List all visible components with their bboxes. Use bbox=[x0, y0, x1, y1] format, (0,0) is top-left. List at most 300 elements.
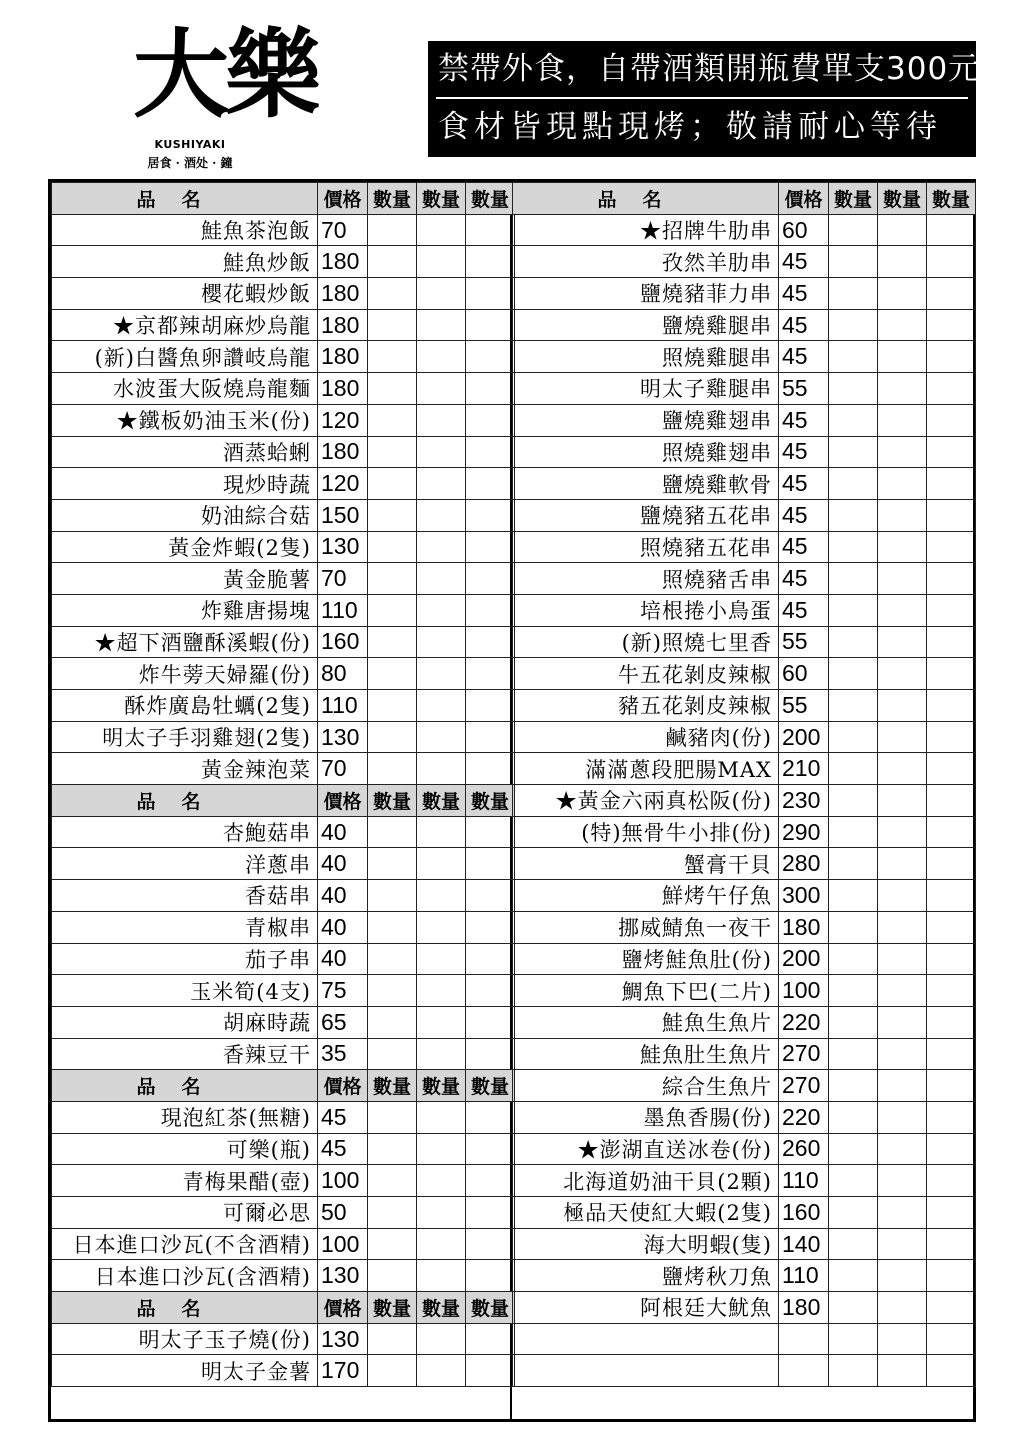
quantity-cell[interactable] bbox=[368, 1228, 417, 1260]
quantity-cell[interactable] bbox=[878, 1006, 927, 1038]
quantity-cell[interactable] bbox=[878, 531, 927, 563]
menu-item-name: 海大明蝦(隻) bbox=[513, 1228, 779, 1260]
menu-section-header bbox=[52, 183, 515, 215]
menu-item-name: ★黃金六兩真松阪(份) bbox=[513, 785, 779, 817]
quantity-cell[interactable] bbox=[417, 1228, 466, 1260]
quantity-cell[interactable] bbox=[829, 1165, 878, 1197]
quantity-cell[interactable] bbox=[368, 911, 417, 943]
quantity-cell[interactable] bbox=[417, 214, 466, 246]
quantity-cell[interactable] bbox=[829, 975, 878, 1007]
quantity-cell[interactable] bbox=[466, 1165, 515, 1197]
quantity-cell[interactable] bbox=[466, 499, 515, 531]
quantity-cell[interactable] bbox=[368, 626, 417, 658]
menu-item-name: ★澎湖直送冰卷(份) bbox=[513, 1133, 779, 1165]
quantity-cell[interactable] bbox=[368, 1006, 417, 1038]
quantity-cell[interactable] bbox=[368, 1260, 417, 1292]
menu-item-row bbox=[513, 531, 976, 563]
quantity-cell[interactable] bbox=[417, 1038, 466, 1070]
quantity-cell[interactable] bbox=[878, 658, 927, 690]
quantity-cell[interactable] bbox=[927, 848, 976, 880]
menu-item-name: ★京都辣胡麻炒烏龍 bbox=[52, 309, 318, 341]
quantity-cell[interactable] bbox=[829, 373, 878, 405]
quantity-cell[interactable] bbox=[829, 436, 878, 468]
menu-item-row bbox=[513, 1038, 976, 1070]
menu-item-name: 鹽燒雞翅串 bbox=[513, 404, 779, 436]
quantity-cell[interactable] bbox=[829, 341, 878, 373]
menu-item-row bbox=[52, 1101, 515, 1133]
quantity-cell[interactable] bbox=[466, 911, 515, 943]
column-header-qty: 數量 bbox=[368, 183, 417, 215]
quantity-cell[interactable] bbox=[417, 246, 466, 278]
quantity-cell[interactable] bbox=[417, 943, 466, 975]
quantity-cell[interactable] bbox=[417, 1101, 466, 1133]
quantity-cell[interactable] bbox=[368, 658, 417, 690]
logo bbox=[100, 20, 350, 170]
quantity-cell[interactable] bbox=[927, 1260, 976, 1292]
quantity-cell[interactable] bbox=[368, 1133, 417, 1165]
menu-item-name: 照燒雞腿串 bbox=[513, 341, 779, 373]
quantity-cell[interactable] bbox=[466, 531, 515, 563]
quantity-cell[interactable] bbox=[829, 911, 878, 943]
quantity-cell[interactable] bbox=[829, 1101, 878, 1133]
quantity-cell[interactable] bbox=[878, 373, 927, 405]
quantity-cell[interactable] bbox=[417, 816, 466, 848]
quantity-cell[interactable] bbox=[417, 1197, 466, 1229]
quantity-cell[interactable] bbox=[466, 816, 515, 848]
quantity-cell[interactable] bbox=[466, 594, 515, 626]
quantity-cell[interactable] bbox=[927, 309, 976, 341]
menu-item-name: 香菇串 bbox=[52, 880, 318, 912]
quantity-cell[interactable] bbox=[466, 753, 515, 785]
quantity-cell[interactable] bbox=[878, 690, 927, 722]
quantity-cell[interactable] bbox=[466, 1260, 515, 1292]
menu-item-row bbox=[52, 1323, 515, 1355]
menu-item-row bbox=[513, 341, 976, 373]
quantity-cell[interactable] bbox=[466, 690, 515, 722]
quantity-cell[interactable] bbox=[466, 563, 515, 595]
quantity-cell[interactable] bbox=[417, 1323, 466, 1355]
quantity-cell[interactable] bbox=[829, 1133, 878, 1165]
quantity-cell[interactable] bbox=[829, 531, 878, 563]
quantity-cell[interactable] bbox=[417, 721, 466, 753]
quantity-cell[interactable] bbox=[466, 1355, 515, 1387]
quantity-cell[interactable] bbox=[417, 1006, 466, 1038]
quantity-cell[interactable] bbox=[368, 278, 417, 310]
menu-item-name: 水波蛋大阪燒烏龍麵 bbox=[52, 373, 318, 405]
quantity-cell[interactable] bbox=[466, 1006, 515, 1038]
menu-item-row bbox=[52, 1038, 515, 1070]
quantity-cell[interactable] bbox=[878, 1292, 927, 1324]
quantity-cell[interactable] bbox=[417, 658, 466, 690]
quantity-cell[interactable] bbox=[368, 1355, 417, 1387]
quantity-cell[interactable] bbox=[878, 404, 927, 436]
quantity-cell[interactable] bbox=[878, 816, 927, 848]
quantity-cell[interactable] bbox=[417, 911, 466, 943]
quantity-cell[interactable] bbox=[829, 563, 878, 595]
quantity-cell[interactable] bbox=[927, 1038, 976, 1070]
menu-item-row bbox=[513, 785, 976, 817]
quantity-cell[interactable] bbox=[829, 753, 878, 785]
quantity-cell[interactable] bbox=[829, 1292, 878, 1324]
notice-line-outside-food: 禁帶外食，自帶酒類開瓶費單支300元 bbox=[438, 51, 981, 87]
quantity-cell[interactable] bbox=[927, 404, 976, 436]
quantity-cell[interactable] bbox=[368, 246, 417, 278]
menu-item-row bbox=[52, 880, 515, 912]
quantity-cell[interactable] bbox=[417, 404, 466, 436]
quantity-cell[interactable] bbox=[927, 246, 976, 278]
quantity-cell[interactable] bbox=[829, 1038, 878, 1070]
quantity-cell[interactable] bbox=[466, 468, 515, 500]
quantity-cell[interactable] bbox=[927, 531, 976, 563]
quantity-cell[interactable] bbox=[927, 1006, 976, 1038]
menu-item-price: 75 bbox=[318, 975, 368, 1007]
quantity-cell[interactable] bbox=[368, 1165, 417, 1197]
quantity-cell[interactable] bbox=[417, 848, 466, 880]
menu-item-row bbox=[52, 848, 515, 880]
quantity-cell[interactable] bbox=[829, 499, 878, 531]
quantity-cell[interactable] bbox=[466, 373, 515, 405]
quantity-cell[interactable] bbox=[417, 1133, 466, 1165]
menu-item-row bbox=[513, 690, 976, 722]
quantity-cell[interactable] bbox=[417, 499, 466, 531]
quantity-cell[interactable] bbox=[829, 1006, 878, 1038]
menu-item-name: 奶油綜合菇 bbox=[52, 499, 318, 531]
quantity-cell[interactable] bbox=[878, 1165, 927, 1197]
menu-item-row bbox=[52, 594, 515, 626]
quantity-cell[interactable] bbox=[878, 214, 927, 246]
quantity-cell[interactable] bbox=[829, 658, 878, 690]
quantity-cell[interactable] bbox=[927, 341, 976, 373]
quantity-cell[interactable] bbox=[829, 468, 878, 500]
quantity-cell[interactable] bbox=[466, 1133, 515, 1165]
column-header-name: 品名 bbox=[52, 785, 318, 817]
quantity-cell[interactable] bbox=[878, 563, 927, 595]
quantity-cell[interactable] bbox=[417, 373, 466, 405]
quantity-cell[interactable] bbox=[417, 626, 466, 658]
menu-item-row bbox=[513, 658, 976, 690]
menu-item-price: 45 bbox=[779, 531, 829, 563]
quantity-cell[interactable] bbox=[466, 1038, 515, 1070]
quantity-cell[interactable] bbox=[368, 975, 417, 1007]
quantity-cell[interactable] bbox=[829, 246, 878, 278]
quantity-cell[interactable] bbox=[466, 1228, 515, 1260]
quantity-cell[interactable] bbox=[368, 1197, 417, 1229]
menu-item-price: 45 bbox=[779, 594, 829, 626]
menu-item-name: 黃金炸蝦(2隻) bbox=[52, 531, 318, 563]
quantity-cell[interactable] bbox=[466, 246, 515, 278]
quantity-cell[interactable] bbox=[878, 626, 927, 658]
quantity-cell[interactable] bbox=[417, 531, 466, 563]
menu-item-row bbox=[513, 975, 976, 1007]
quantity-cell[interactable] bbox=[368, 499, 417, 531]
menu-item-name: 玉米筍(4支) bbox=[52, 975, 318, 1007]
quantity-cell[interactable] bbox=[368, 943, 417, 975]
quantity-cell[interactable] bbox=[829, 721, 878, 753]
quantity-cell[interactable] bbox=[927, 499, 976, 531]
quantity-cell[interactable] bbox=[829, 594, 878, 626]
quantity-cell[interactable] bbox=[878, 1101, 927, 1133]
quantity-cell[interactable] bbox=[417, 563, 466, 595]
quantity-cell[interactable] bbox=[466, 975, 515, 1007]
menu-item-price: 260 bbox=[779, 1133, 829, 1165]
quantity-cell[interactable] bbox=[927, 468, 976, 500]
quantity-cell[interactable] bbox=[368, 753, 417, 785]
quantity-cell[interactable] bbox=[466, 626, 515, 658]
quantity-cell[interactable] bbox=[368, 880, 417, 912]
quantity-cell[interactable] bbox=[927, 658, 976, 690]
menu-item-row bbox=[513, 626, 976, 658]
quantity-cell[interactable] bbox=[829, 690, 878, 722]
menu-item-price: 130 bbox=[318, 1323, 368, 1355]
menu-item-row bbox=[52, 341, 515, 373]
quantity-cell[interactable] bbox=[927, 214, 976, 246]
quantity-cell[interactable] bbox=[927, 278, 976, 310]
quantity-cell[interactable] bbox=[417, 594, 466, 626]
quantity-cell[interactable] bbox=[927, 1323, 976, 1355]
quantity-cell[interactable] bbox=[927, 1355, 976, 1387]
menu-item-price: 50 bbox=[318, 1197, 368, 1229]
quantity-cell[interactable] bbox=[466, 658, 515, 690]
quantity-cell[interactable] bbox=[829, 1070, 878, 1102]
quantity-cell[interactable] bbox=[368, 309, 417, 341]
quantity-cell[interactable] bbox=[417, 309, 466, 341]
quantity-cell[interactable] bbox=[368, 341, 417, 373]
menu-item-price: 40 bbox=[318, 880, 368, 912]
quantity-cell[interactable] bbox=[368, 690, 417, 722]
quantity-cell[interactable] bbox=[878, 309, 927, 341]
quantity-cell[interactable] bbox=[466, 404, 515, 436]
quantity-cell[interactable] bbox=[927, 594, 976, 626]
quantity-cell[interactable] bbox=[829, 1323, 878, 1355]
quantity-cell[interactable] bbox=[466, 880, 515, 912]
menu-item-row bbox=[513, 373, 976, 405]
quantity-cell[interactable] bbox=[878, 1038, 927, 1070]
quantity-cell[interactable] bbox=[368, 563, 417, 595]
quantity-cell[interactable] bbox=[878, 278, 927, 310]
menu-item-row bbox=[52, 721, 515, 753]
menu-item-name: 鹽烤秋刀魚 bbox=[513, 1260, 779, 1292]
quantity-cell[interactable] bbox=[466, 309, 515, 341]
quantity-cell[interactable] bbox=[927, 626, 976, 658]
quantity-cell[interactable] bbox=[878, 975, 927, 1007]
menu-item-name: 綜合生魚片 bbox=[513, 1070, 779, 1102]
quantity-cell[interactable] bbox=[466, 1101, 515, 1133]
quantity-cell[interactable] bbox=[417, 436, 466, 468]
column-header-qty: 數量 bbox=[417, 183, 466, 215]
quantity-cell[interactable] bbox=[829, 1228, 878, 1260]
menu-item-price: 110 bbox=[318, 690, 368, 722]
quantity-cell[interactable] bbox=[829, 214, 878, 246]
quantity-cell[interactable] bbox=[878, 721, 927, 753]
quantity-cell[interactable] bbox=[829, 880, 878, 912]
quantity-cell[interactable] bbox=[878, 1323, 927, 1355]
quantity-cell[interactable] bbox=[368, 721, 417, 753]
quantity-cell[interactable] bbox=[878, 246, 927, 278]
menu-item-name: 黃金辣泡菜 bbox=[52, 753, 318, 785]
menu-item-row bbox=[52, 278, 515, 310]
quantity-cell[interactable] bbox=[878, 341, 927, 373]
quantity-cell[interactable] bbox=[829, 848, 878, 880]
quantity-cell[interactable] bbox=[466, 341, 515, 373]
quantity-cell[interactable] bbox=[368, 816, 417, 848]
menu-item-name: 鮭魚肚生魚片 bbox=[513, 1038, 779, 1070]
quantity-cell[interactable] bbox=[368, 373, 417, 405]
menu-item-price: 180 bbox=[318, 373, 368, 405]
quantity-cell[interactable] bbox=[878, 468, 927, 500]
quantity-cell[interactable] bbox=[829, 309, 878, 341]
quantity-cell[interactable] bbox=[417, 1355, 466, 1387]
quantity-cell[interactable] bbox=[417, 690, 466, 722]
quantity-cell[interactable] bbox=[466, 721, 515, 753]
menu-section-header bbox=[52, 1070, 515, 1102]
quantity-cell[interactable] bbox=[927, 1101, 976, 1133]
menu-item-row bbox=[52, 975, 515, 1007]
menu-item-name: 鯛魚下巴(二片) bbox=[513, 975, 779, 1007]
menu-item-price: 120 bbox=[318, 404, 368, 436]
quantity-cell[interactable] bbox=[878, 1133, 927, 1165]
quantity-cell[interactable] bbox=[878, 785, 927, 817]
quantity-cell[interactable] bbox=[466, 943, 515, 975]
quantity-cell[interactable] bbox=[878, 753, 927, 785]
quantity-cell[interactable] bbox=[927, 373, 976, 405]
quantity-cell[interactable] bbox=[368, 214, 417, 246]
quantity-cell[interactable] bbox=[878, 499, 927, 531]
menu-item-price: 70 bbox=[318, 563, 368, 595]
menu-item-name: 茄子串 bbox=[52, 943, 318, 975]
quantity-cell[interactable] bbox=[927, 563, 976, 595]
quantity-cell[interactable] bbox=[466, 1323, 515, 1355]
quantity-cell[interactable] bbox=[927, 785, 976, 817]
menu-item-row bbox=[52, 626, 515, 658]
quantity-cell[interactable] bbox=[878, 911, 927, 943]
quantity-cell[interactable] bbox=[466, 848, 515, 880]
quantity-cell[interactable] bbox=[368, 1038, 417, 1070]
menu-item-price: 220 bbox=[779, 1006, 829, 1038]
menu-item-name: 鹽燒豬菲力串 bbox=[513, 278, 779, 310]
menu-item-row bbox=[513, 1197, 976, 1229]
column-header-price: 價格 bbox=[318, 1292, 368, 1324]
menu-item-price: 60 bbox=[779, 214, 829, 246]
quantity-cell[interactable] bbox=[878, 880, 927, 912]
quantity-cell[interactable] bbox=[878, 1197, 927, 1229]
menu-item-name: 鮭魚茶泡飯 bbox=[52, 214, 318, 246]
quantity-cell[interactable] bbox=[466, 1197, 515, 1229]
quantity-cell[interactable] bbox=[927, 690, 976, 722]
quantity-cell[interactable] bbox=[878, 943, 927, 975]
quantity-cell[interactable] bbox=[927, 943, 976, 975]
menu-item-price: 110 bbox=[318, 594, 368, 626]
quantity-cell[interactable] bbox=[829, 785, 878, 817]
menu-item-row bbox=[52, 404, 515, 436]
quantity-cell[interactable] bbox=[829, 816, 878, 848]
quantity-cell[interactable] bbox=[417, 880, 466, 912]
menu-item-name: 明太子金薯 bbox=[52, 1355, 318, 1387]
menu-item-name: 照燒雞翅串 bbox=[513, 436, 779, 468]
menu-right-column bbox=[512, 182, 973, 1419]
menu-item-price: 70 bbox=[318, 753, 368, 785]
quantity-cell[interactable] bbox=[368, 531, 417, 563]
quantity-cell[interactable] bbox=[466, 278, 515, 310]
menu-item-row bbox=[52, 911, 515, 943]
quantity-cell[interactable] bbox=[368, 1101, 417, 1133]
quantity-cell[interactable] bbox=[878, 436, 927, 468]
quantity-cell[interactable] bbox=[829, 404, 878, 436]
menu-item-name: 現泡紅茶(無糖) bbox=[52, 1101, 318, 1133]
menu-item-row bbox=[513, 468, 976, 500]
quantity-cell[interactable] bbox=[878, 1260, 927, 1292]
quantity-cell[interactable] bbox=[417, 753, 466, 785]
quantity-cell[interactable] bbox=[466, 436, 515, 468]
menu-section-header bbox=[52, 1292, 515, 1324]
quantity-cell[interactable] bbox=[927, 1070, 976, 1102]
quantity-cell[interactable] bbox=[927, 1165, 976, 1197]
menu-item-name: 青梅果醋(壺) bbox=[52, 1165, 318, 1197]
quantity-cell[interactable] bbox=[368, 594, 417, 626]
quantity-cell[interactable] bbox=[417, 1165, 466, 1197]
quantity-cell[interactable] bbox=[878, 594, 927, 626]
quantity-cell[interactable] bbox=[878, 1070, 927, 1102]
menu-item-name: (新)照燒七里香 bbox=[513, 626, 779, 658]
quantity-cell[interactable] bbox=[927, 436, 976, 468]
quantity-cell[interactable] bbox=[927, 1292, 976, 1324]
logo-tagline: 居食 · 酒处 · 鐘 bbox=[147, 156, 233, 170]
menu-item-price: 230 bbox=[779, 785, 829, 817]
menu-item-name: 日本進口沙瓦(含酒精) bbox=[52, 1260, 318, 1292]
menu-item-name: 胡麻時蔬 bbox=[52, 1006, 318, 1038]
quantity-cell[interactable] bbox=[368, 848, 417, 880]
quantity-cell[interactable] bbox=[829, 1260, 878, 1292]
quantity-cell[interactable] bbox=[368, 468, 417, 500]
quantity-cell[interactable] bbox=[927, 1197, 976, 1229]
quantity-cell[interactable] bbox=[927, 1133, 976, 1165]
quantity-cell[interactable] bbox=[927, 975, 976, 1007]
quantity-cell[interactable] bbox=[878, 1228, 927, 1260]
quantity-cell[interactable] bbox=[927, 753, 976, 785]
quantity-cell[interactable] bbox=[417, 278, 466, 310]
menu-section-header bbox=[52, 785, 515, 817]
quantity-cell[interactable] bbox=[466, 214, 515, 246]
quantity-cell[interactable] bbox=[927, 880, 976, 912]
quantity-cell[interactable] bbox=[417, 1260, 466, 1292]
quantity-cell[interactable] bbox=[878, 1355, 927, 1387]
quantity-cell[interactable] bbox=[417, 975, 466, 1007]
quantity-cell[interactable] bbox=[927, 911, 976, 943]
quantity-cell[interactable] bbox=[368, 1323, 417, 1355]
quantity-cell[interactable] bbox=[829, 1355, 878, 1387]
menu-item-price: 160 bbox=[779, 1197, 829, 1229]
menu-item-price: 60 bbox=[779, 658, 829, 690]
quantity-cell[interactable] bbox=[927, 816, 976, 848]
quantity-cell[interactable] bbox=[878, 848, 927, 880]
quantity-cell[interactable] bbox=[829, 278, 878, 310]
quantity-cell[interactable] bbox=[927, 1228, 976, 1260]
quantity-cell[interactable] bbox=[368, 436, 417, 468]
quantity-cell[interactable] bbox=[417, 341, 466, 373]
quantity-cell[interactable] bbox=[829, 626, 878, 658]
quantity-cell[interactable] bbox=[829, 1197, 878, 1229]
quantity-cell[interactable] bbox=[927, 721, 976, 753]
column-header-name: 品名 bbox=[52, 1070, 318, 1102]
quantity-cell[interactable] bbox=[368, 404, 417, 436]
menu-item-row bbox=[513, 848, 976, 880]
menu-item-name: 挪威鯖魚一夜干 bbox=[513, 911, 779, 943]
quantity-cell[interactable] bbox=[417, 468, 466, 500]
quantity-cell[interactable] bbox=[829, 943, 878, 975]
menu-item-row bbox=[513, 1165, 976, 1197]
menu-item-price: 40 bbox=[318, 911, 368, 943]
column-header-qty: 數量 bbox=[466, 1292, 515, 1324]
menu-item-price: 45 bbox=[779, 246, 829, 278]
